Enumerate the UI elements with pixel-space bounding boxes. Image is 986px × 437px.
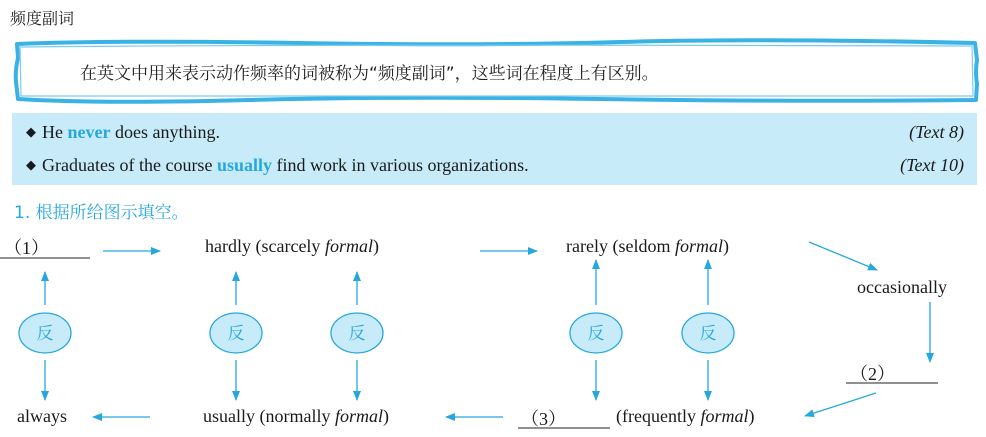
example-1-keyword: never (67, 122, 111, 142)
antonym-label: 反 (587, 324, 605, 344)
term-rarely-main: rarely (seldom (566, 236, 675, 256)
term-usually-formal: formal (334, 406, 383, 426)
term-hardly-end: ) (372, 236, 379, 256)
term-frequently-end: ) (748, 406, 755, 426)
example-2-pre: Graduates of the course (42, 155, 217, 175)
antonym-label: 反 (36, 324, 54, 344)
example-1-post: does anything. (110, 122, 220, 142)
arrow-diagonal-icon (805, 393, 876, 416)
diamond-bullet-icon: ◆ (26, 157, 36, 172)
blank-1-label: （1） (4, 238, 49, 258)
example-2-source: (Text 10) (900, 155, 964, 175)
antonym-marker (210, 313, 262, 353)
term-hardly-main: hardly (scarcely (205, 236, 325, 256)
blank-2-label: （2） (850, 364, 895, 384)
term-hardly-formal: formal (324, 236, 373, 256)
example-2-keyword: usually (216, 155, 272, 175)
antonym-label: 反 (699, 324, 717, 344)
term-occasionally: occasionally (857, 277, 947, 297)
task-title: 1. 根据所给图示填空。 (14, 203, 189, 223)
example-1-pre: He (42, 122, 68, 142)
arrow-diagonal-icon (809, 242, 877, 270)
section-heading: 频度副词 (10, 9, 75, 28)
term-frequently-formal: formal (700, 406, 749, 426)
blank-3-label: （3） (521, 409, 566, 429)
antonym-label: 反 (227, 324, 245, 344)
antonym-marker (682, 313, 734, 353)
antonym-marker (331, 313, 383, 353)
term-rarely-formal: formal (674, 236, 723, 256)
term-rarely-end: ) (722, 236, 729, 256)
antonym-marker (570, 313, 622, 353)
antonym-label: 反 (348, 324, 366, 344)
note-text: 在英文中用来表示动作频率的词被称为“频度副词”，这些词在程度上有区别。 (80, 64, 659, 84)
antonym-marker (19, 313, 71, 353)
example-2-post: find work in various organizations. (271, 155, 529, 175)
term-usually-end: ) (383, 406, 389, 426)
example-1-source: (Text 8) (909, 122, 964, 142)
term-usually-main: usually (normally (203, 406, 335, 426)
term-always: always (17, 406, 67, 426)
diamond-bullet-icon: ◆ (26, 124, 36, 139)
term-frequently-main: (frequently (616, 406, 701, 426)
